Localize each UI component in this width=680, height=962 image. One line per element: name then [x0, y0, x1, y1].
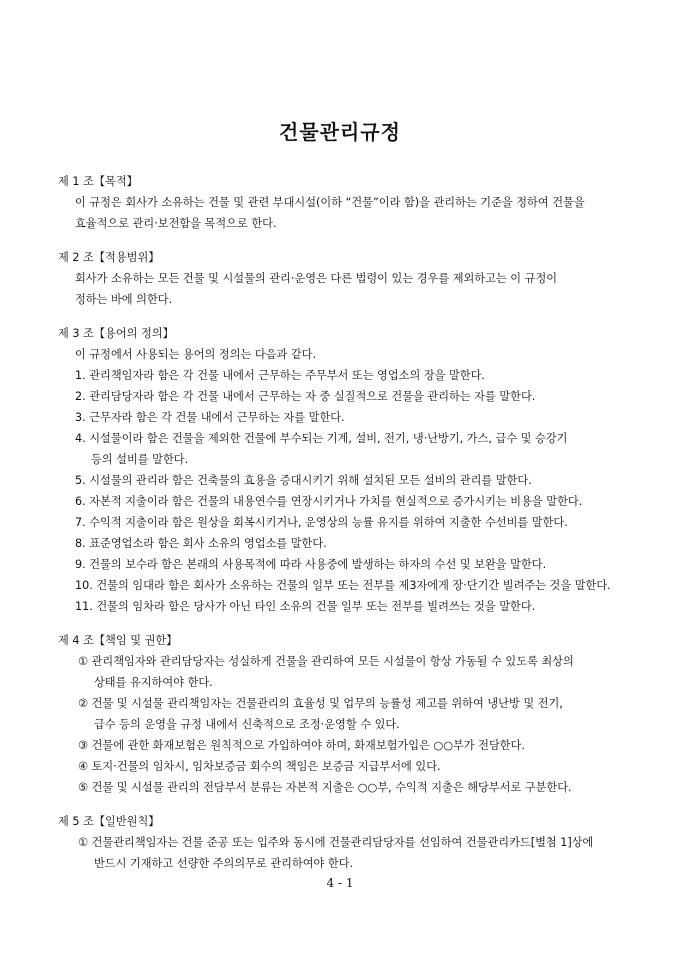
definition-item: 11. 건물의 임차라 함은 당사가 아닌 타인 소유의 건물 일부 또는 전부를 빌려쓰는 것을 말한다. — [75, 600, 536, 613]
article-2 — [58, 248, 638, 310]
clause-item-continued: 상태를 유지하여야 한다. — [94, 676, 213, 689]
document-title: 건물관리규정 — [279, 120, 401, 144]
definition-item: 8. 표준영업소라 함은 회사 소유의 영업소를 말한다. — [75, 537, 327, 550]
article-heading: 제 3 조【용어의 정의】 — [58, 327, 174, 340]
article-text: 이 규정은 회사가 소유하는 건물 및 관련 부대시설(이하 “건물”이라 함)을 관리하는 기준을 정하여 건물을 — [75, 196, 585, 209]
clause-item: ③ 건물에 관한 화재보험은 원칙적으로 가입하여야 하며, 화재보험가입은 ○○부가 전담한다. — [78, 739, 525, 752]
article-text: 정하는 바에 의한다. — [75, 293, 173, 306]
definition-item: 2. 관리담당자라 함은 각 건물 내에서 근무하는 자 중 실질적으로 건물을 관리하는 자를 말한다. — [75, 390, 536, 403]
clause-item: ② 건물 및 시설물 관리책임자는 건물관리의 효율성 및 업무의 능률성 제고를 위하여 냉난방 및 전기, — [78, 697, 563, 710]
definition-item: 3. 근무자라 함은 각 건물 내에서 근무하는 자를 말한다. — [75, 411, 345, 424]
definition-item-continued: 등의 설비를 말한다. — [91, 453, 189, 466]
clause-item: ⑤ 건물 및 시설물 관리의 전담부서 분류는 자본적 지출은 ○○부, 수익적 지출은 해당부서로 구분한다. — [78, 781, 572, 794]
article-heading: 제 5 조【일반원칙】 — [58, 815, 160, 828]
definition-item: 1. 관리책임자라 함은 각 건물 내에서 근무하는 주무부서 또는 영업소의 장을 말한다. — [75, 369, 485, 382]
article-heading: 제 1 조【목적】 — [58, 175, 138, 188]
article-text: 효율적으로 관리·보전함을 목적으로 한다. — [75, 217, 277, 230]
clause-item: ① 관리책임자와 관리담당자는 성실하게 건물을 관리하여 모든 시설물이 항상 가동될 수 있도록 최상의 — [78, 655, 574, 668]
article-heading: 제 2 조【적용범위】 — [58, 251, 160, 264]
document-body — [58, 172, 638, 888]
article-5 — [58, 812, 638, 874]
definition-item: 9. 건물의 보수라 함은 본래의 사용목적에 따라 사용중에 발생하는 하자의 수선 및 보완을 말한다. — [75, 558, 547, 571]
article-heading: 제 4 조【책임 및 권한】 — [58, 634, 178, 647]
definition-item: 6. 자본적 지출이라 함은 건물의 내용연수를 연장시키거나 가치를 현실적으로 증가시키는 비용을 말한다. — [75, 495, 583, 508]
clause-item: ① 건물관리책임자는 건물 준공 또는 입주와 동시에 건물관리담당자를 선임하여 건물관리카드[별첨 1]상에 — [78, 836, 594, 849]
definition-item: 10. 건물의 임대라 함은 회사가 소유하는 건물의 일부 또는 전부를 제3자에게 장·단기간 빌려주는 것을 말한다. — [75, 579, 611, 592]
article-4 — [58, 631, 638, 798]
article-text: 회사가 소유하는 모든 건물 및 시설물의 관리·운영은 다른 법령이 있는 경우를 제외하고는 이 규정이 — [75, 272, 558, 285]
article-1 — [58, 172, 638, 234]
article-3 — [58, 324, 638, 617]
article-intro: 이 규정에서 사용되는 용어의 정의는 다음과 같다. — [75, 348, 317, 361]
definition-item: 5. 시설물의 관리라 함은 건축물의 효용을 증대시키기 위해 설치된 모든 설비의 관리를 말한다. — [75, 474, 532, 487]
definition-item: 4. 시설물이라 함은 건물을 제외한 건물에 부수되는 기계, 설비, 전기, 냉·난방기, 가스, 급수 및 승강기 — [75, 432, 568, 445]
clause-item: ④ 토지·건물의 임차시, 임차보증금 회수의 책임은 보증금 지급부서에 있다. — [78, 760, 441, 773]
page-number: 4 - 1 — [326, 876, 354, 890]
clause-item-continued: 급수 등의 운영을 규정 내에서 신축적으로 조정·운영할 수 있다. — [94, 718, 400, 731]
clause-item-continued: 반드시 기재하고 선량한 주의의무로 관리하여야 한다. — [94, 857, 354, 870]
definition-item: 7. 수익적 지출이라 함은 원상을 회복시키거나, 운영상의 능률 유지를 위하여 지출한 수선비를 말한다. — [75, 516, 568, 529]
